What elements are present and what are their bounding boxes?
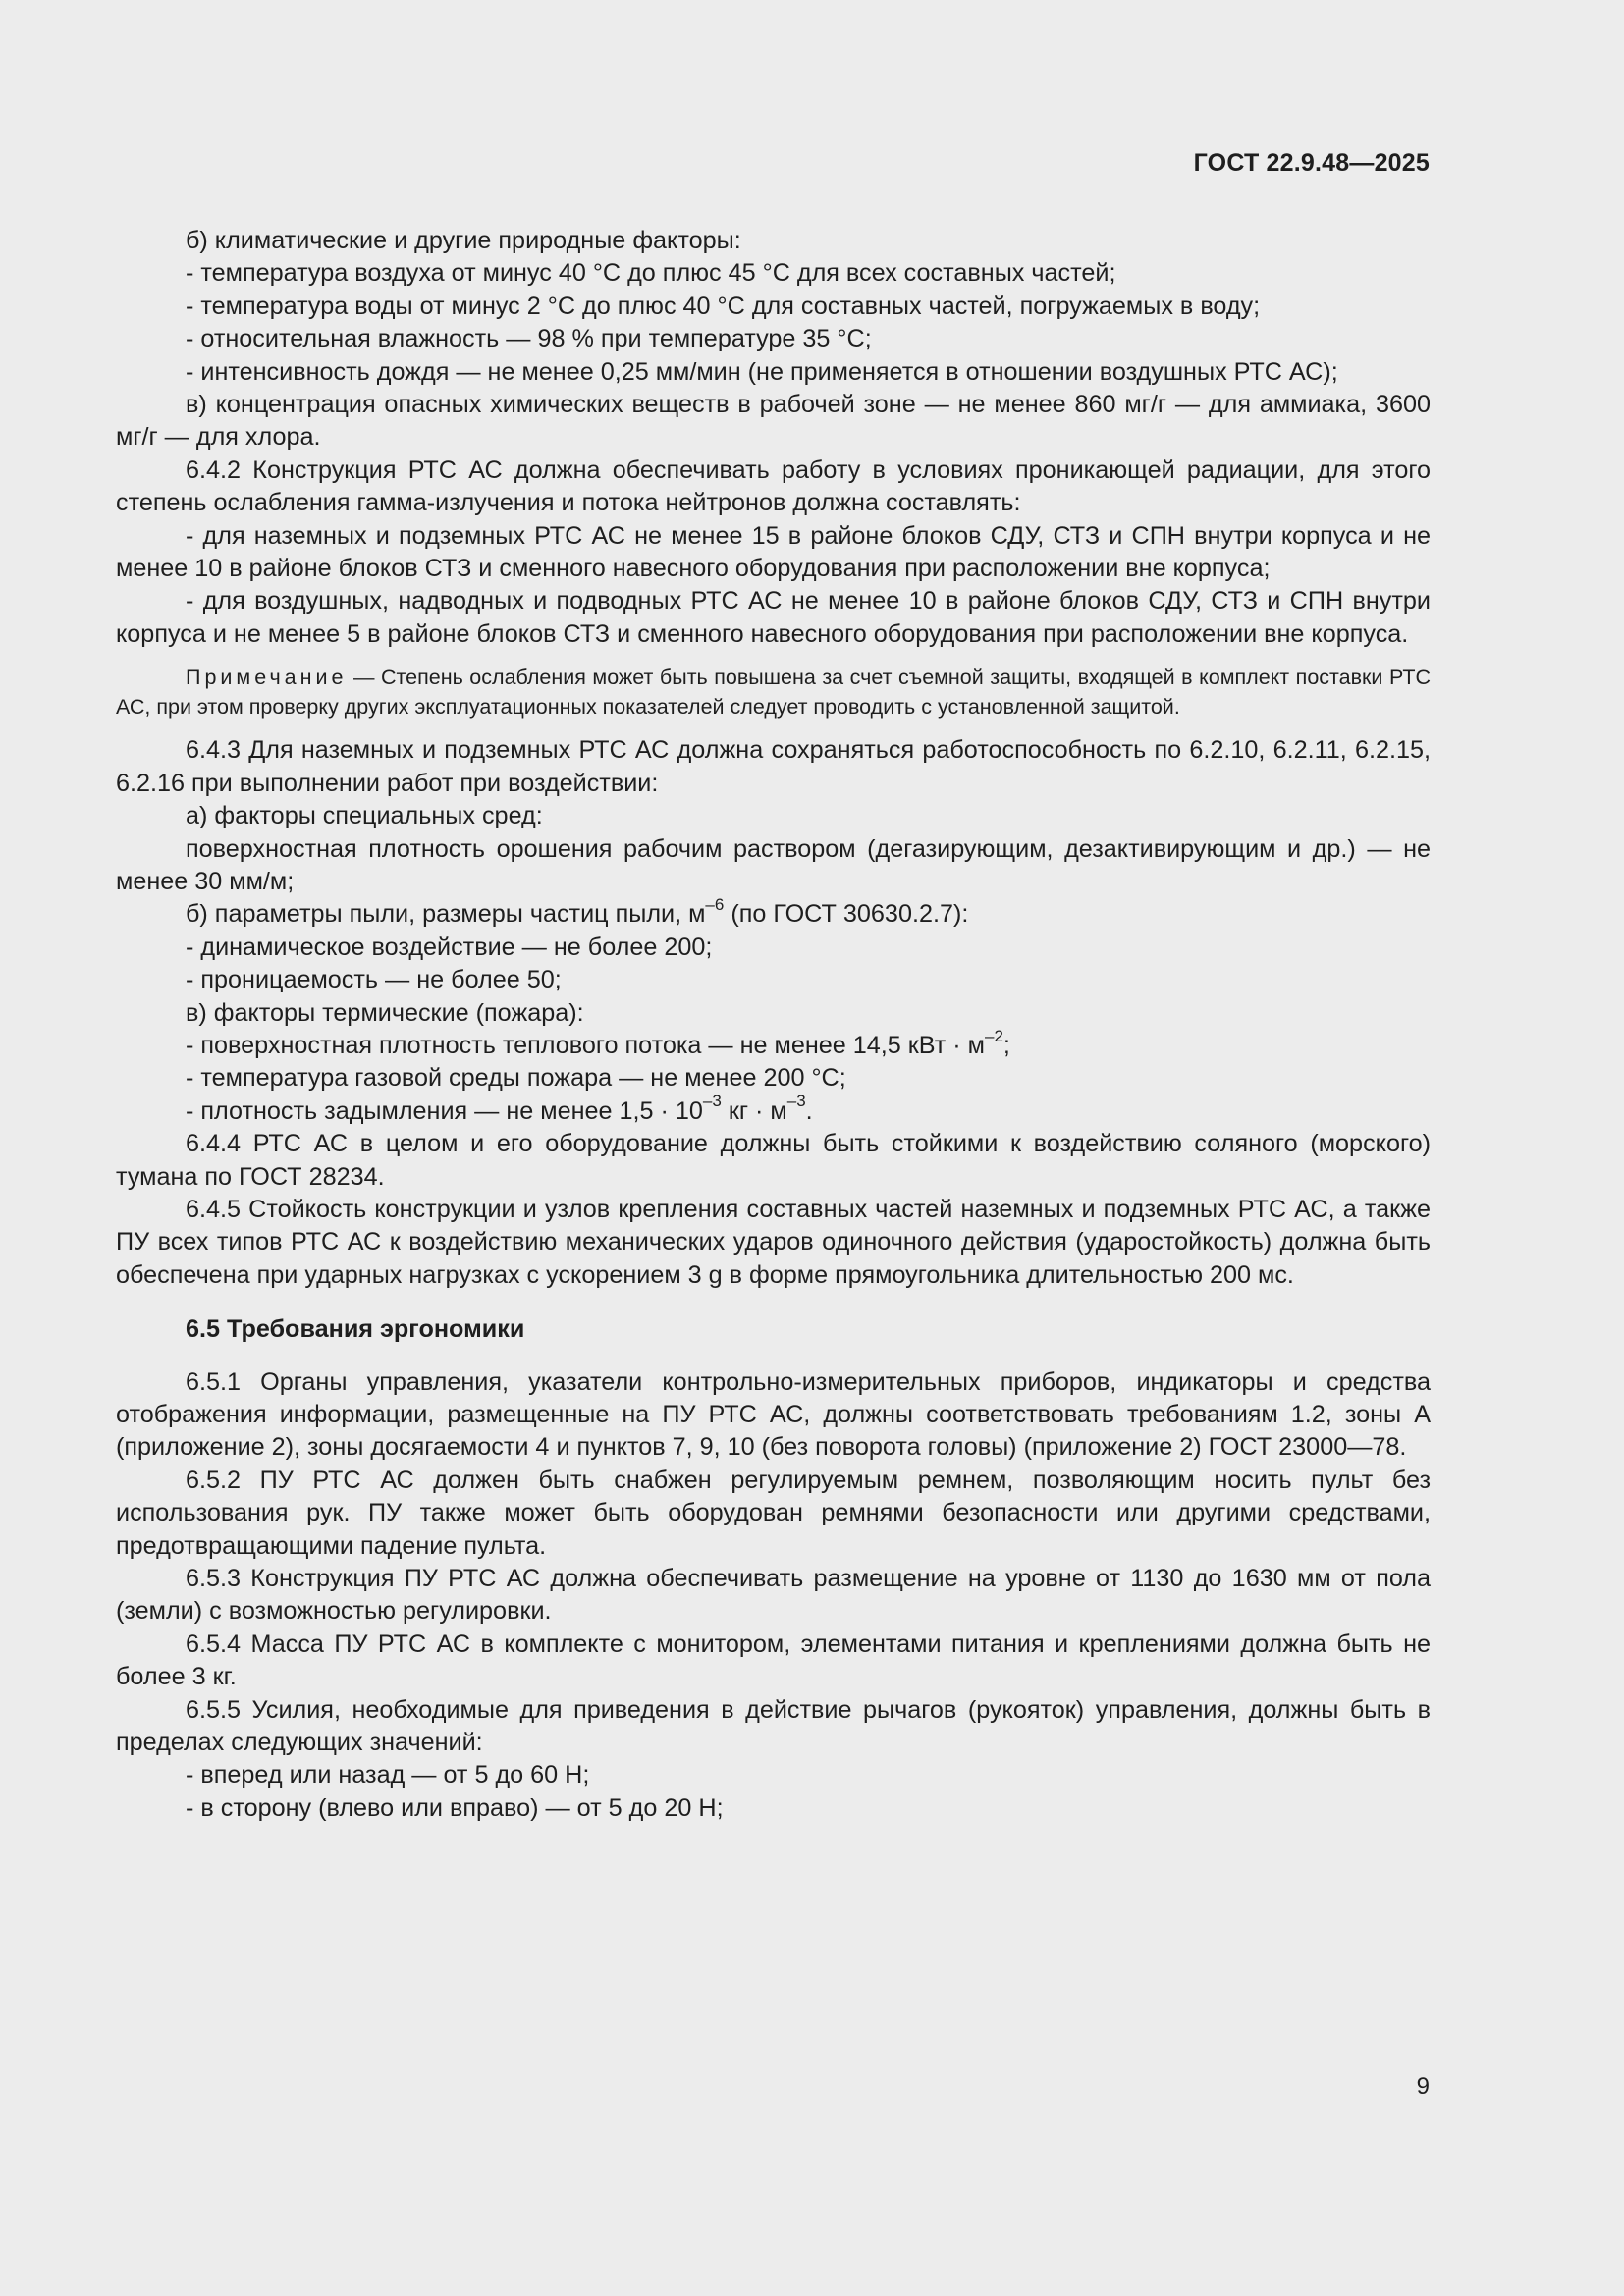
note-text: — Степень ослабления может быть повышена за счет съемной защиты, входящей в комплект поставки РТС АС, при этом проверку других эксплуатационных показателей следует проводить с установленной защитой. xyxy=(116,666,1431,719)
section-title-ergonomics: 6.5 Требования эргономики xyxy=(186,1315,525,1344)
text-heat-flux-a: - поверхностная плотность теплового потока — не менее 14,5 кВт · м xyxy=(186,1031,985,1059)
note-label: Примечание xyxy=(186,666,348,690)
text-heat-flux-b: ; xyxy=(1002,1031,1010,1059)
list-item-irrigation: поверхностная плотность орошения рабочим раствором (дегазирующим, дезактивирующим и др.) — не менее 30 мм/м; xyxy=(116,834,1431,895)
list-item-forward-back: - вперед или назад — от 5 до 60 Н; xyxy=(186,1761,590,1789)
list-item-chemicals: в) концентрация опасных химических веществ в рабочей зоне — не менее 860 мг/г — для аммиака, 3600 мг/г — для хлора. xyxy=(116,391,1431,452)
text-smoke-c: . xyxy=(805,1096,813,1125)
paragraph-6-4-4: 6.4.4 РТС АС в целом и его оборудование должны быть стойкими к воздействию соляного (морского) тумана по ГОСТ 28234. xyxy=(116,1130,1431,1191)
list-item-humidity: - относительная влажность — 98 % при температуре 35 °C; xyxy=(186,325,872,353)
list-item-dynamic: - динамическое воздействие — не более 200; xyxy=(186,933,713,961)
superscript-heat-flux: –2 xyxy=(985,1026,1003,1045)
text-dust-b: (по ГОСТ 30630.2.7): xyxy=(724,900,969,929)
list-item-rain: - интенсивность дождя — не менее 0,25 мм/мин (не применяется в отношении воздушных РТС АС); xyxy=(186,357,1338,386)
paragraph-6-4-2: 6.4.2 Конструкция РТС АС должна обеспечивать работу в условиях проникающей радиации, для этого степень ослабления гамма-излучения и потока нейтронов должна составлять: xyxy=(116,455,1431,517)
list-item-thermal: в) факторы термические (пожара): xyxy=(186,998,584,1027)
list-item-water-temp: - температура воды от минус 2 °C до плюс 40 °C для составных частей, погружаемых в воду; xyxy=(186,292,1261,320)
note-paragraph xyxy=(116,664,1431,721)
superscript-smoke-2: –3 xyxy=(786,1092,806,1111)
text-dust-a: б) параметры пыли, размеры частиц пыли, м xyxy=(186,900,706,929)
paragraph-6-5-2: 6.5.2 ПУ РТС АС должен быть снабжен регулируемым ремнем, позволяющим носить пульт без использования рук. ПУ также может быть оборудован ремнями безопасности или другими средствами, предотвращающими падение пульта. xyxy=(116,1466,1431,1560)
paragraph-6-5-1: 6.5.1 Органы управления, указатели контрольно-измерительных приборов, индикаторы и средства отображения информации, размещенные на ПУ РТС АС, должны соответствовать требованиям 1.2, зоны А (приложение 2), зоны досягаемости 4 и пунктов 7, 9, 10 (без поворота головы) (приложение 2) ГОСТ 23000—78. xyxy=(116,1367,1431,1462)
paragraph-6-4-5: 6.4.5 Стойкость конструкции и узлов крепления составных частей наземных и подземных РТС АС, а также ПУ всех типов РТС АС к воздействию механических ударов одиночного действия (ударостойкость) должна быть обеспечена при ударных нагрузках с ускорением 3 g в форме прямоугольника длительностью 200 мс. xyxy=(116,1195,1431,1289)
page-body xyxy=(116,225,1431,1825)
superscript-dust: –6 xyxy=(705,894,725,914)
list-item-ground-rts: - для наземных и подземных РТС АС не менее 15 в районе блоков СДУ, СТЗ и СПН внутри корпуса и не менее 10 в районе блоков СТЗ и сменного навесного оборудования при расположении вне корпуса; xyxy=(116,521,1431,583)
list-item-sideways: - в сторону (влево или вправо) — от 5 до 20 Н; xyxy=(186,1793,724,1822)
list-item-heat-flux xyxy=(116,1026,1431,1062)
paragraph-6-5-3: 6.5.3 Конструкция ПУ РТС АС должна обеспечивать размещение на уровне от 1130 до 1630 мм от пола (земли) с возможностью регулировки. xyxy=(116,1565,1431,1626)
list-item-permeability: - проницаемость — не более 50; xyxy=(186,966,562,994)
page-number: 9 xyxy=(1416,2073,1430,2100)
document-code-header: ГОСТ 22.9.48—2025 xyxy=(1193,149,1430,177)
list-item-climatic: б) климатические и другие природные факторы: xyxy=(186,227,741,254)
text-smoke-a: - плотность задымления — не менее 1,5 · 10 xyxy=(186,1096,703,1125)
text-smoke-b: кг · м xyxy=(721,1096,787,1125)
list-item-special-env: а) факторы специальных сред: xyxy=(186,802,543,830)
list-item-air-water-rts: - для воздушных, надводных и подводных РТС АС не менее 10 в районе блоков СДУ, СТЗ и СПН внутри корпуса и не менее 5 в районе блоков СТЗ и сменного навесного оборудования при расположении вне корпуса. xyxy=(116,587,1431,648)
paragraph-6-4-3: 6.4.3 Для наземных и подземных РТС АС должна сохраняться работоспособность по 6.2.10, 6.2.11, 6.2.15, 6.2.16 при выполнении работ при воздействии: xyxy=(116,736,1431,797)
paragraph-6-5-5: 6.5.5 Усилия, необходимые для приведения в действие рычагов (рукояток) управления, должны быть в пределах следующих значений: xyxy=(116,1695,1431,1757)
superscript-smoke-1: –3 xyxy=(702,1092,722,1111)
list-item-smoke-density xyxy=(116,1092,1431,1128)
list-item-air-temp: - температура воздуха от минус 40 °C до плюс 45 °C для всех составных частей; xyxy=(186,259,1116,288)
list-item-dust xyxy=(116,894,1431,931)
paragraph-6-5-4: 6.5.4 Масса ПУ РТС АС в комплекте с монитором, элементами питания и креплениями должна быть не более 3 кг. xyxy=(116,1629,1431,1691)
list-item-gas-temp: - температура газовой среды пожара — не менее 200 °C; xyxy=(186,1064,846,1093)
